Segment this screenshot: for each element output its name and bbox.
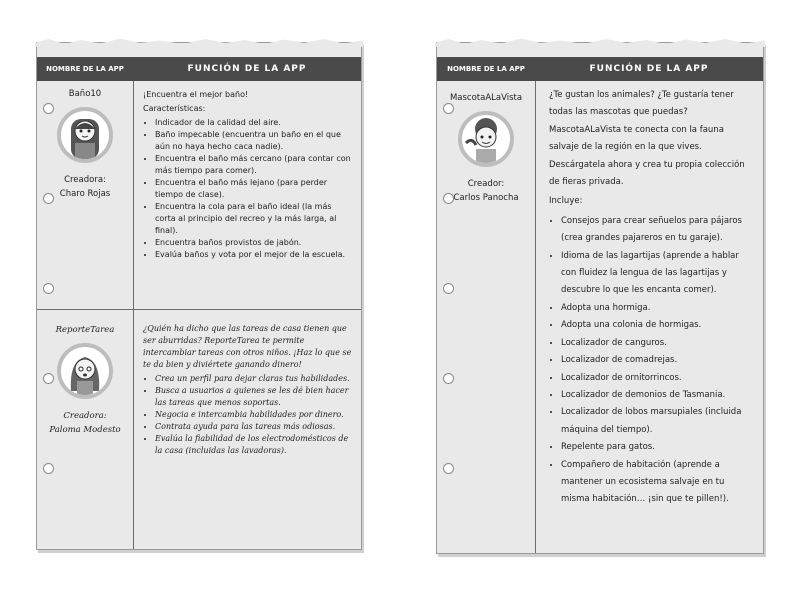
table-header — [437, 57, 763, 81]
header-app-name: NOMBRE DE LA APP — [46, 65, 124, 73]
column-divider — [133, 81, 134, 549]
column-divider — [535, 81, 536, 553]
left-notebook-page — [36, 42, 362, 550]
features-title: Características: — [143, 104, 206, 113]
avatar — [57, 107, 113, 163]
feature-list — [549, 213, 755, 509]
list-item: • Encuentra el baño más cercano (para contar con más tiempo para comer). — [155, 153, 353, 177]
list-item: • Crea un perfil para dejar claras tus habilidades. — [155, 373, 353, 385]
feature-list — [143, 117, 353, 261]
boy-with-lizard-icon — [462, 115, 510, 163]
list-item: • Localizador de comadrejas. — [561, 352, 755, 369]
list-item: • Compañero de habitación (aprende a mantener un ecosistema salvaje en tu misma habitación… ¡sin que te pillen!). — [561, 457, 755, 509]
app-name: MascotaALaVista — [449, 93, 523, 103]
app-name: Baño10 — [68, 89, 102, 99]
list-item: • Adopta una hormiga. — [561, 300, 755, 317]
list-item: • Adopta una colonia de hormigas. — [561, 317, 755, 334]
list-item: • Encuentra el baño más lejano (para perder tiempo de clase). — [155, 177, 353, 201]
app-name: ReporteTarea — [55, 325, 115, 335]
list-item: • Indicador de la calidad del aire. — [155, 117, 353, 129]
app-name-cell — [437, 93, 535, 205]
binder-hole — [443, 463, 454, 474]
avatar — [57, 343, 113, 399]
creator-label: Creadora: — [63, 411, 107, 421]
header-app-function: FUNCIÓN DE LA APP — [187, 64, 307, 74]
app-intro: ¿Te gustan los animales? ¿Te gustaría tener todas las mascotas que puedas? MascotaALaVista te conecta con la fauna salvaje de la región en la que vives. Descárgatela ahora y crea tu propia colección de fieras privada. — [549, 90, 745, 188]
app-description — [143, 323, 353, 457]
list-item: • Evalúa baños y vota por el mejor de la escuela. — [155, 249, 353, 261]
girl-portrait-icon — [61, 347, 109, 395]
creator-name: Carlos Panocha — [453, 193, 519, 203]
binder-hole — [443, 283, 454, 294]
list-item: • Evalúa la fiabilidad de los electrodomésticos de la casa (incluidas las lavadoras). — [155, 433, 353, 457]
torn-edge — [35, 37, 363, 47]
list-item: • Repelente para gatos. — [561, 439, 755, 456]
includes-title: Incluye: — [549, 196, 583, 207]
binder-hole — [43, 283, 54, 294]
creator-name: Paloma Modesto — [49, 425, 121, 435]
right-notebook-page — [436, 42, 764, 554]
list-item: • Baño impecable (encuentra un baño en el que aún no haya hecho caca nadie). — [155, 129, 353, 153]
app-description — [143, 89, 353, 261]
list-item: • Consejos para crear señuelos para pájaros (crea grandes pajareros en tu garaje). — [561, 213, 755, 248]
app-description — [549, 87, 755, 509]
feature-list — [143, 373, 353, 457]
girl-portrait-icon — [61, 111, 109, 159]
list-item: • Localizador de canguros. — [561, 335, 755, 352]
header-app-function: FUNCIÓN DE LA APP — [589, 64, 709, 74]
torn-edge — [435, 37, 765, 47]
list-item: • Localizador de demonios de Tasmania. — [561, 387, 755, 404]
table-header — [37, 57, 361, 81]
binder-hole — [443, 373, 454, 384]
app-name-cell — [37, 89, 133, 201]
list-item: • Busca a usuarios a quienes se les dé bien hacer las tareas que menos soportas. — [155, 385, 353, 409]
list-item: • Localizador de lobos marsupiales (incluida máquina del tiempo). — [561, 404, 755, 439]
list-item: • Localizador de ornitorrincos. — [561, 370, 755, 387]
list-item: • Negocia e intercambia habilidades por dinero. — [155, 409, 353, 421]
list-item: • Idioma de las lagartijas (aprende a hablar con fluidez la lengua de las lagartijas y descubre lo que les encanta comer). — [561, 248, 755, 300]
list-item: • Encuentra baños provistos de jabón. — [155, 237, 353, 249]
list-item: • Contrata ayuda para las tareas más odiosas. — [155, 421, 353, 433]
row-divider — [37, 309, 361, 310]
creator-label: Creador: — [467, 179, 505, 189]
creator-name: Charo Rojas — [59, 189, 111, 199]
app-intro: ¡Encuentra el mejor baño! — [143, 90, 249, 99]
header-app-name: NOMBRE DE LA APP — [447, 65, 525, 73]
app-intro: ¿Quién ha dicho que las tareas de casa tienen que ser aburridas? ReporteTarea te permite intercambiar tareas con otros niños. ¡Haz lo que se te da bien y diviértete ganando dinero! — [143, 324, 352, 369]
app-name-cell — [37, 325, 133, 437]
binder-hole — [43, 463, 54, 474]
creator-label: Creadora: — [64, 175, 106, 185]
list-item: • Encuentra la cola para el baño ideal (la más corta al principio del recreo y la más larga, al final). — [155, 201, 353, 237]
avatar — [458, 111, 514, 167]
